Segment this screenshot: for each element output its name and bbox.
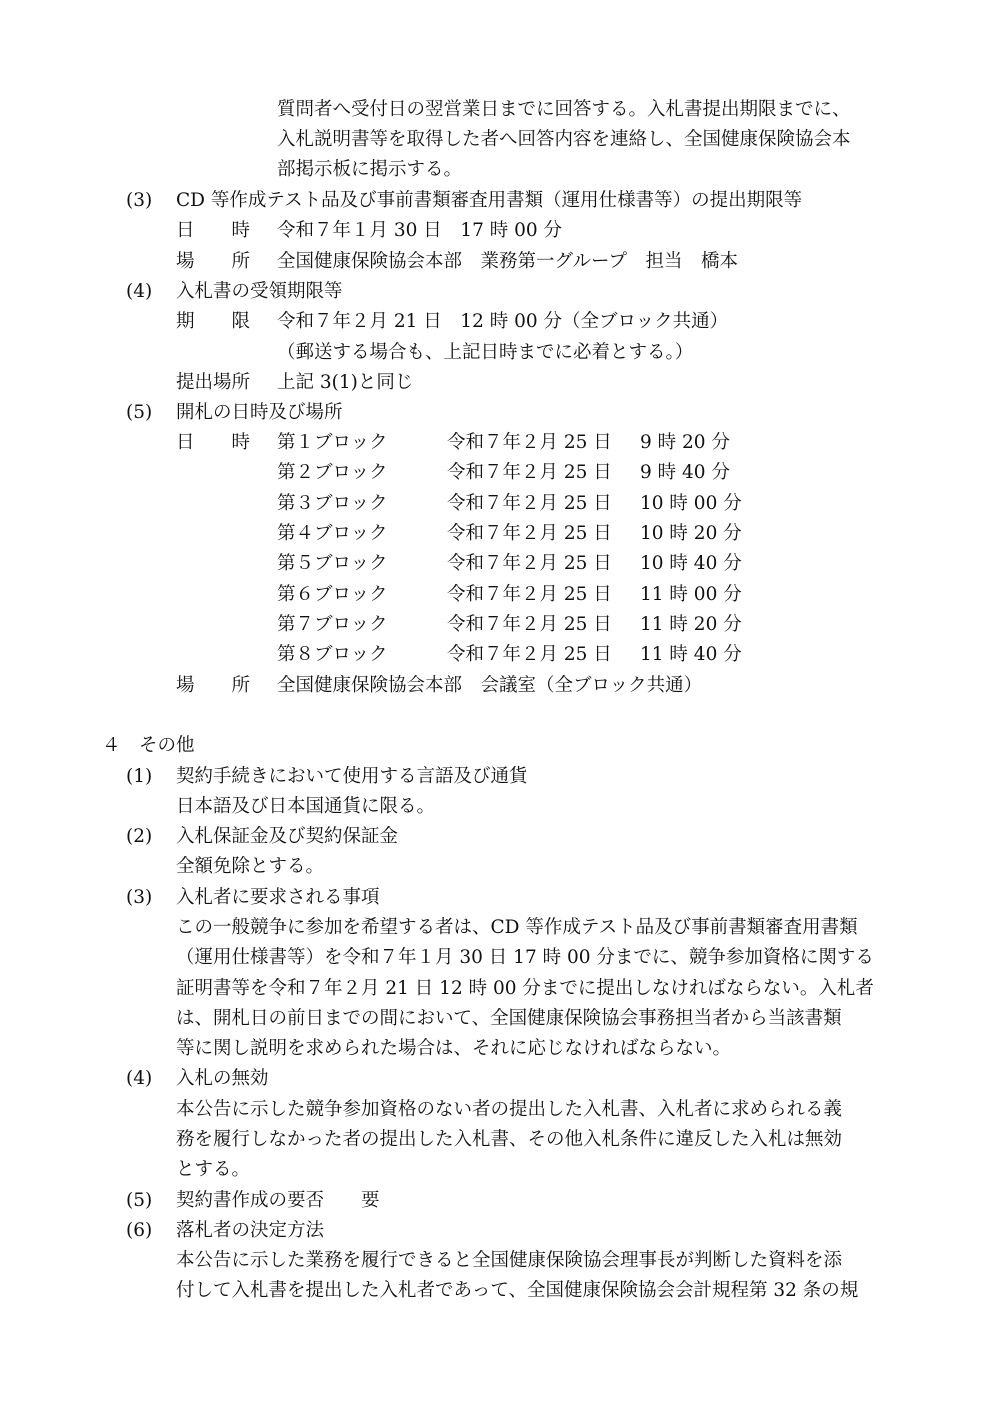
item-body-line: とする。 <box>176 1159 251 1180</box>
item-number: (1) <box>126 766 153 787</box>
item-title: 開札の日時及び場所 <box>176 402 343 423</box>
item-body-line: 務を履行しなかった者の提出した入札書、その他入札条件に違反した入札は無効 <box>176 1129 843 1150</box>
continuation-line-2: 入札説明書等を取得した者へ回答内容を連絡し、全国健康保険協会本 <box>277 129 851 150</box>
item-body-line: 付して入札書を提出した入札者であって、全国健康保険協会会計規程第 32 条の規 <box>176 1280 859 1301</box>
item-body-line: 等に関し説明を求められた場合は、それに応じなければならない。 <box>176 1038 732 1059</box>
section-heading: ４ その他 <box>102 735 195 756</box>
item-number: (5) <box>126 1190 153 1211</box>
item-title: 落札者の決定方法 <box>176 1220 325 1241</box>
field-value: 全国健康保険協会本部 業務第一グループ 担当 橋本 <box>277 251 739 272</box>
field-label: 場 所 <box>176 251 251 272</box>
field-value: 上記 3(1)と同じ <box>277 372 414 393</box>
block-name: 第８ブロック <box>277 644 388 665</box>
item-title: 契約書作成の要否 要 <box>176 1190 380 1211</box>
item-number: (4) <box>126 1068 153 1089</box>
block-name: 第２ブロック <box>277 462 388 483</box>
block-date: 令和７年２月 25 日 <box>447 523 612 544</box>
item-body-line: 本公告に示した業務を履行できると全国健康保険協会理事長が判断した資料を添 <box>176 1250 843 1271</box>
block-date: 令和７年２月 25 日 <box>447 462 612 483</box>
item-body: 全額免除とする。 <box>176 856 325 877</box>
item-title: 入札保証金及び契約保証金 <box>176 826 399 847</box>
item-title: 入札の無効 <box>176 1068 269 1089</box>
item-number: (6) <box>126 1220 153 1241</box>
block-name: 第１ブロック <box>277 432 388 453</box>
field-label: 期 限 <box>176 311 251 332</box>
block-date: 令和７年２月 25 日 <box>447 584 612 605</box>
item-title: 入札者に要求される事項 <box>176 887 380 908</box>
block-name: 第５ブロック <box>277 553 388 574</box>
block-name: 第３ブロック <box>277 493 388 514</box>
field-label: 日 時 <box>176 432 251 453</box>
field-label: 日 時 <box>176 220 251 241</box>
item-body-line: 証明書等を令和７年２月 21 日 12 時 00 分までに提出しなければならない。入札者 <box>176 978 874 999</box>
block-name: 第４ブロック <box>277 523 388 544</box>
item-title: CD 等作成テスト品及び事前書類審査用書類（運用仕様書等）の提出期限等 <box>176 190 803 211</box>
item-number: (4) <box>126 281 153 302</box>
item-body-line: （運用仕様書等）を令和７年１月 30 日 17 時 00 分までに、競争参加資格に関する <box>176 947 874 968</box>
block-time: 10 時 20 分 <box>640 523 742 544</box>
block-name: 第７ブロック <box>277 614 388 635</box>
block-name: 第６ブロック <box>277 584 388 605</box>
block-time: 11 時 00 分 <box>640 584 742 605</box>
block-time: 9 時 20 分 <box>640 432 730 453</box>
item-number: (3) <box>126 887 153 908</box>
block-date: 令和７年２月 25 日 <box>447 553 612 574</box>
field-value: 令和７年２月 21 日 12 時 00 分（全ブロック共通） <box>277 311 729 332</box>
block-date: 令和７年２月 25 日 <box>447 493 612 514</box>
continuation-line-3: 部掲示板に掲示する。 <box>277 159 463 180</box>
block-date: 令和７年２月 25 日 <box>447 432 612 453</box>
item-body-line: 本公告に示した競争参加資格のない者の提出した入札書、入札者に求められる義 <box>176 1099 843 1120</box>
block-time: 11 時 20 分 <box>640 614 742 635</box>
item-body-line: この一般競争に参加を希望する者は、CD 等作成テスト品及び事前書類審査用書類 <box>176 917 858 938</box>
block-date: 令和７年２月 25 日 <box>447 644 612 665</box>
block-date: 令和７年２月 25 日 <box>447 614 612 635</box>
item-number: (3) <box>126 190 153 211</box>
continuation-line-1: 質問者へ受付日の翌営業日までに回答する。入札書提出期限までに、 <box>277 99 851 120</box>
field-label: 提出場所 <box>176 372 251 393</box>
field-label: 場 所 <box>176 675 251 696</box>
block-time: 10 時 00 分 <box>640 493 742 514</box>
field-value: 令和７年１月 30 日 17 時 00 分 <box>277 220 563 241</box>
item-body: 日本語及び日本国通貨に限る。 <box>176 796 436 817</box>
block-time: 11 時 40 分 <box>640 644 742 665</box>
item-title: 契約手続きにおいて使用する言語及び通貨 <box>176 766 528 787</box>
item-number: (2) <box>126 826 153 847</box>
item-title: 入札書の受領期限等 <box>176 281 343 302</box>
block-time: 9 時 40 分 <box>640 462 730 483</box>
field-value: 全国健康保険協会本部 会議室（全ブロック共通） <box>277 675 703 696</box>
item-body-line: は、開札日の前日までの間において、全国健康保険協会事務担当者から当該書類 <box>176 1008 842 1029</box>
field-note: （郵送する場合も、上記日時までに必着とする。） <box>277 342 694 363</box>
block-time: 10 時 40 分 <box>640 553 742 574</box>
item-number: (5) <box>126 402 153 423</box>
